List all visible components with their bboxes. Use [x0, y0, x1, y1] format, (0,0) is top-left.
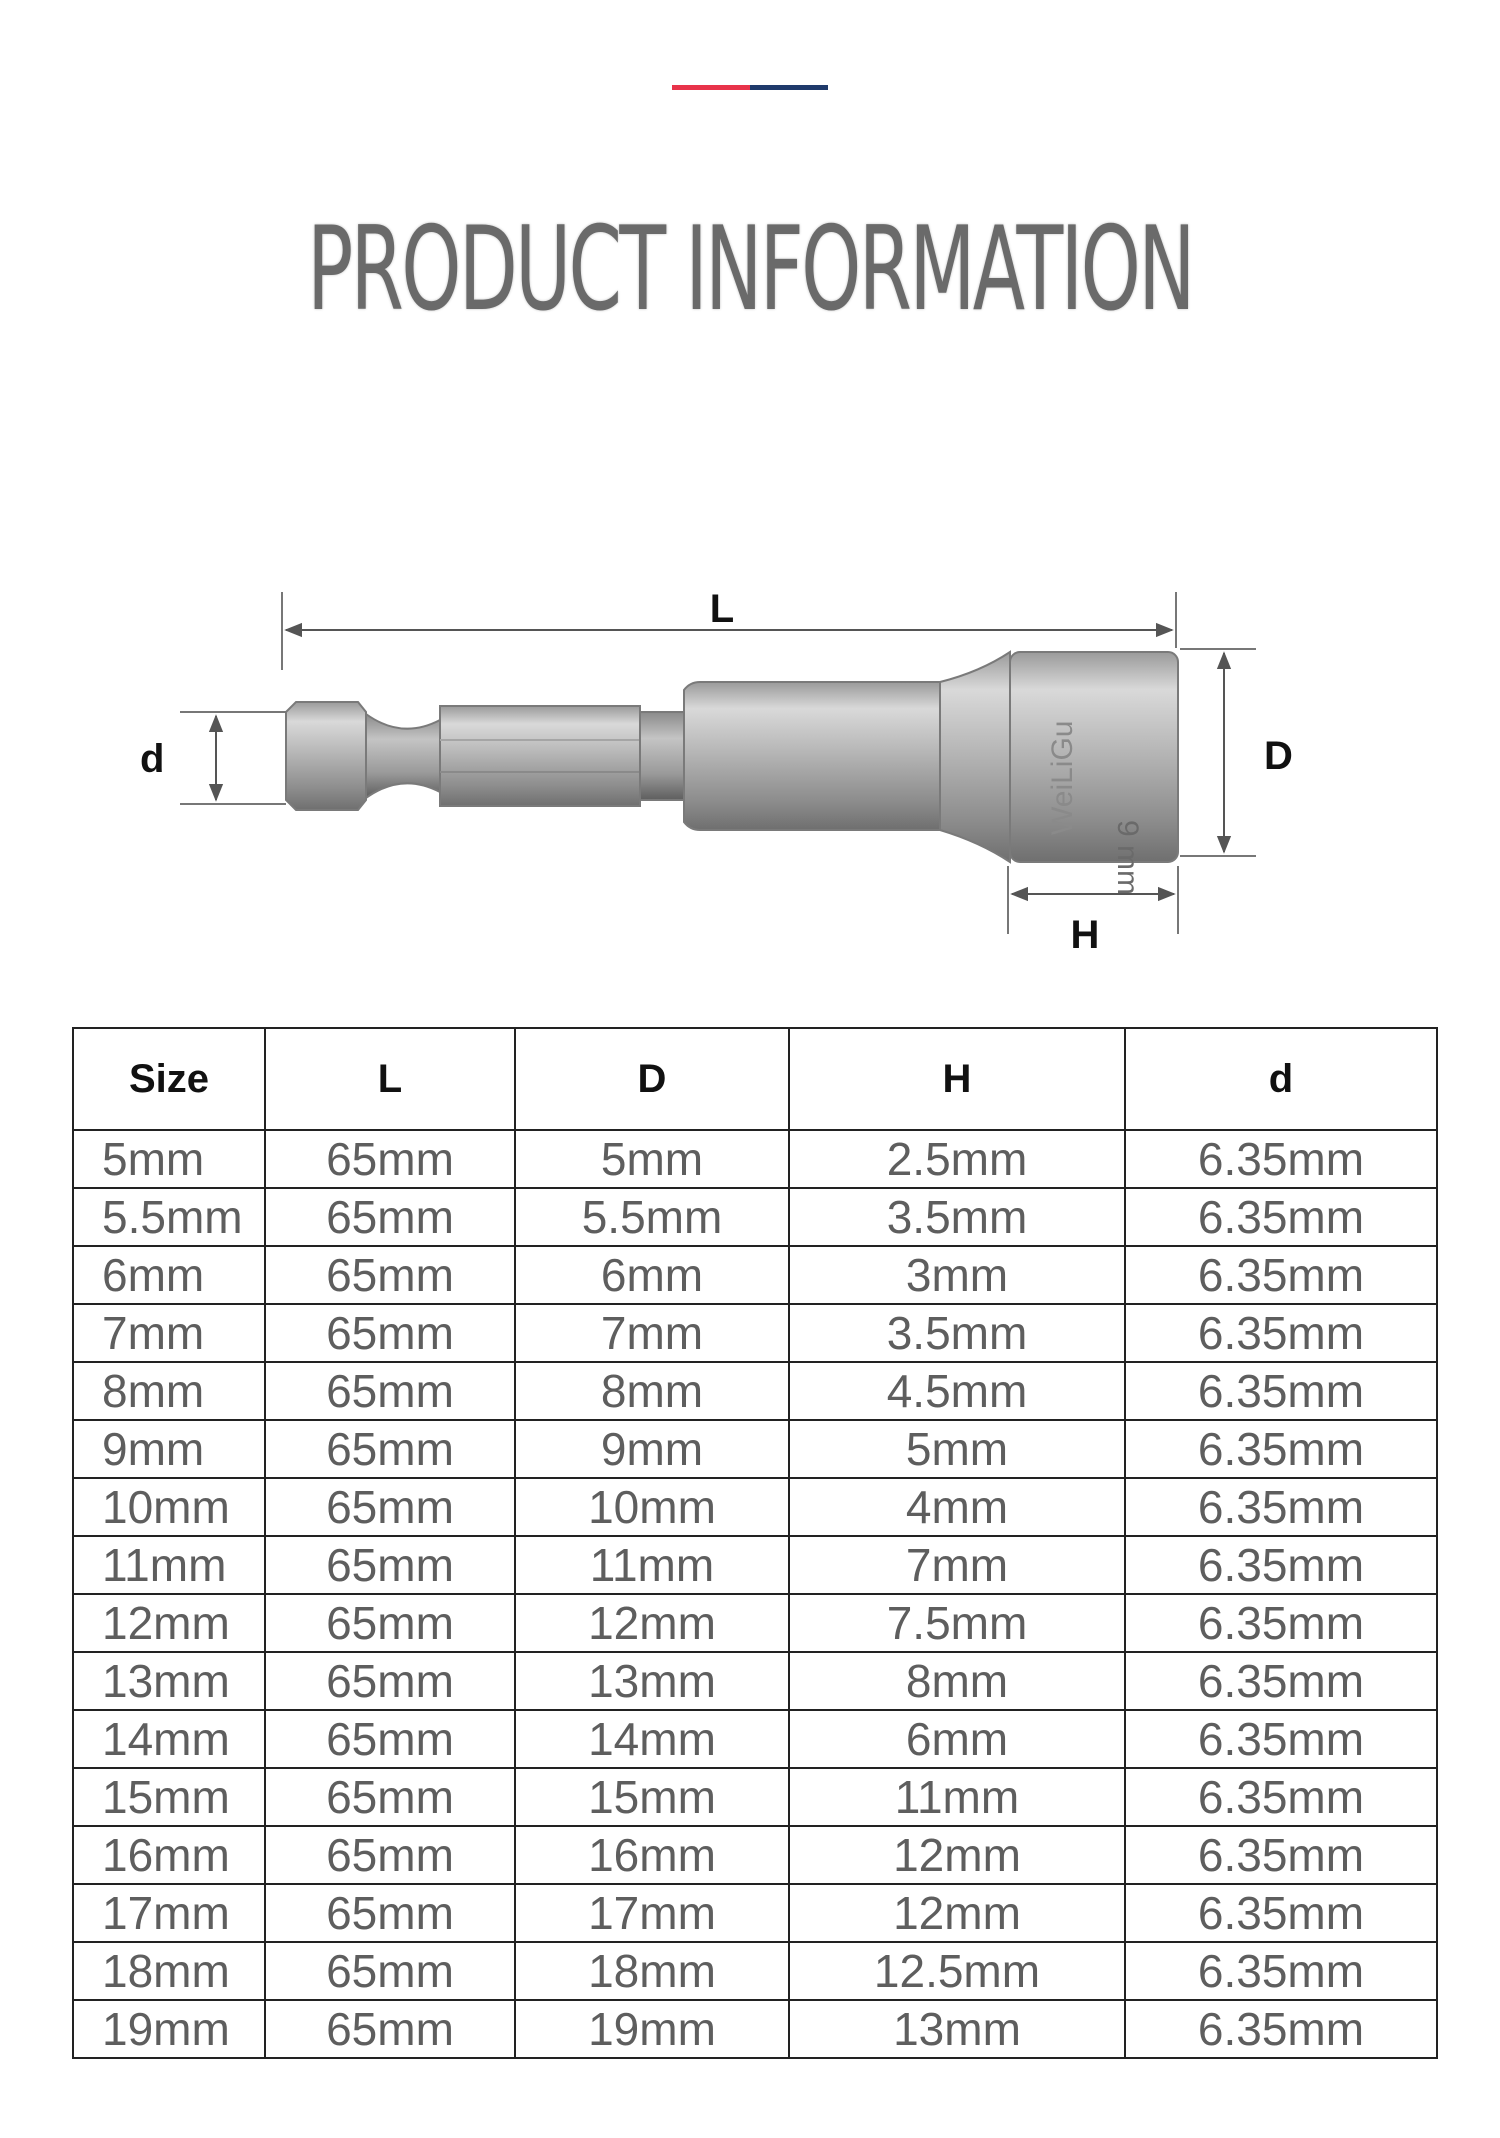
cell-d-shank: 6.35mm — [1125, 1478, 1437, 1536]
cell-l: 65mm — [265, 1652, 515, 1710]
cell-size: 6mm — [73, 1246, 265, 1304]
table-row — [73, 1942, 1437, 2000]
table-row — [73, 1826, 1437, 1884]
cell-d-outer: 18mm — [515, 1942, 789, 2000]
cell-d-outer: 9mm — [515, 1420, 789, 1478]
label-l: L — [709, 587, 735, 631]
cell-size: 14mm — [73, 1710, 265, 1768]
cell-h: 2.5mm — [789, 1130, 1125, 1188]
cell-size: 19mm — [73, 2000, 265, 2058]
cell-d-outer: 12mm — [515, 1594, 789, 1652]
cell-l: 65mm — [265, 1246, 515, 1304]
cell-h: 7mm — [789, 1536, 1125, 1594]
table-row — [73, 1188, 1437, 1246]
cell-d-outer: 19mm — [515, 2000, 789, 2058]
cell-h: 12.5mm — [789, 1942, 1125, 2000]
cell-h: 8mm — [789, 1652, 1125, 1710]
cell-size: 16mm — [73, 1826, 265, 1884]
accent-line-navy — [750, 85, 828, 90]
cell-l: 65mm — [265, 1362, 515, 1420]
cell-size: 10mm — [73, 1478, 265, 1536]
cell-d-outer: 5mm — [515, 1130, 789, 1188]
cell-d-outer: 16mm — [515, 1826, 789, 1884]
cell-size: 11mm — [73, 1536, 265, 1594]
cell-l: 65mm — [265, 1884, 515, 1942]
cell-l: 65mm — [265, 1826, 515, 1884]
cell-size: 8mm — [73, 1362, 265, 1420]
cell-d-outer: 8mm — [515, 1362, 789, 1420]
cell-l: 65mm — [265, 1594, 515, 1652]
accent-line-red — [672, 85, 750, 90]
outer-diameter-dimension — [1180, 649, 1293, 856]
cell-l: 65mm — [265, 1710, 515, 1768]
cell-size: 12mm — [73, 1594, 265, 1652]
cell-d-outer: 17mm — [515, 1884, 789, 1942]
cell-d-shank: 6.35mm — [1125, 1304, 1437, 1362]
spec-table — [72, 1027, 1438, 2059]
cell-size: 5.5mm — [73, 1188, 265, 1246]
cell-h: 3.5mm — [789, 1188, 1125, 1246]
cell-h: 11mm — [789, 1768, 1125, 1826]
cell-d-outer: 14mm — [515, 1710, 789, 1768]
column-header-d-outer: D — [515, 1028, 789, 1130]
table-row — [73, 1130, 1437, 1188]
column-header-l: L — [265, 1028, 515, 1130]
brand-marking: WeiLiGu — [1046, 720, 1079, 835]
table-row — [73, 2000, 1437, 2058]
table-row — [73, 1652, 1437, 1710]
cell-h: 7.5mm — [789, 1594, 1125, 1652]
table-row — [73, 1594, 1437, 1652]
cell-l: 65mm — [265, 1478, 515, 1536]
depth-dimension — [1008, 866, 1178, 957]
cell-h: 12mm — [789, 1884, 1125, 1942]
table-row — [73, 1246, 1437, 1304]
table-header-row — [73, 1028, 1437, 1130]
cell-d-shank: 6.35mm — [1125, 1594, 1437, 1652]
table-row — [73, 1768, 1437, 1826]
table-row — [73, 1536, 1437, 1594]
cell-d-outer: 13mm — [515, 1652, 789, 1710]
label-h: H — [1070, 913, 1100, 957]
cell-l: 65mm — [265, 1304, 515, 1362]
cell-d-shank: 6.35mm — [1125, 1710, 1437, 1768]
cell-l: 65mm — [265, 1188, 515, 1246]
cell-size: 17mm — [73, 1884, 265, 1942]
cell-d-shank: 6.35mm — [1125, 1188, 1437, 1246]
column-header-h: H — [789, 1028, 1125, 1130]
table-row — [73, 1304, 1437, 1362]
cell-l: 65mm — [265, 1536, 515, 1594]
cell-size: 5mm — [73, 1130, 265, 1188]
cell-l: 65mm — [265, 1768, 515, 1826]
cell-d-shank: 6.35mm — [1125, 1420, 1437, 1478]
cell-h: 4mm — [789, 1478, 1125, 1536]
cell-d-shank: 6.35mm — [1125, 1536, 1437, 1594]
cell-d-shank: 6.35mm — [1125, 1768, 1437, 1826]
cell-d-shank: 6.35mm — [1125, 1130, 1437, 1188]
cell-d-shank: 6.35mm — [1125, 2000, 1437, 2058]
column-header-size: Size — [73, 1028, 265, 1130]
table-row — [73, 1884, 1437, 1942]
column-header-d-shank: d — [1125, 1028, 1437, 1130]
size-marking: 9 mm — [1111, 820, 1144, 895]
cell-d-outer: 5.5mm — [515, 1188, 789, 1246]
cell-d-shank: 6.35mm — [1125, 1362, 1437, 1420]
cell-d-shank: 6.35mm — [1125, 1246, 1437, 1304]
cell-l: 65mm — [265, 1942, 515, 2000]
cell-h: 6mm — [789, 1710, 1125, 1768]
table-row — [73, 1478, 1437, 1536]
label-d-shank: d — [140, 737, 165, 781]
cell-size: 7mm — [73, 1304, 265, 1362]
page-title: PRODUCT INFORMATION — [307, 202, 1193, 337]
cell-h: 5mm — [789, 1420, 1125, 1478]
cell-d-outer: 7mm — [515, 1304, 789, 1362]
cell-l: 65mm — [265, 2000, 515, 2058]
product-dimension-diagram — [0, 560, 1500, 980]
cell-size: 9mm — [73, 1420, 265, 1478]
cell-d-shank: 6.35mm — [1125, 1942, 1437, 2000]
cell-d-outer: 15mm — [515, 1768, 789, 1826]
table-row — [73, 1710, 1437, 1768]
cell-size: 18mm — [73, 1942, 265, 2000]
table-body — [73, 1130, 1437, 2058]
cell-d-shank: 6.35mm — [1125, 1652, 1437, 1710]
cell-size: 15mm — [73, 1768, 265, 1826]
cell-d-outer: 6mm — [515, 1246, 789, 1304]
cell-d-outer: 11mm — [515, 1536, 789, 1594]
cell-h: 13mm — [789, 2000, 1125, 2058]
cell-h: 3.5mm — [789, 1304, 1125, 1362]
cell-d-shank: 6.35mm — [1125, 1884, 1437, 1942]
cell-l: 65mm — [265, 1130, 515, 1188]
cell-l: 65mm — [265, 1420, 515, 1478]
cell-d-shank: 6.35mm — [1125, 1826, 1437, 1884]
cell-d-outer: 10mm — [515, 1478, 789, 1536]
label-d-outer: D — [1264, 734, 1293, 778]
cell-h: 12mm — [789, 1826, 1125, 1884]
cell-size: 13mm — [73, 1652, 265, 1710]
nut-driver-bit — [286, 652, 1178, 895]
table-row — [73, 1420, 1437, 1478]
table-row — [73, 1362, 1437, 1420]
shank-diameter-dimension — [140, 712, 286, 804]
cell-h: 4.5mm — [789, 1362, 1125, 1420]
cell-h: 3mm — [789, 1246, 1125, 1304]
